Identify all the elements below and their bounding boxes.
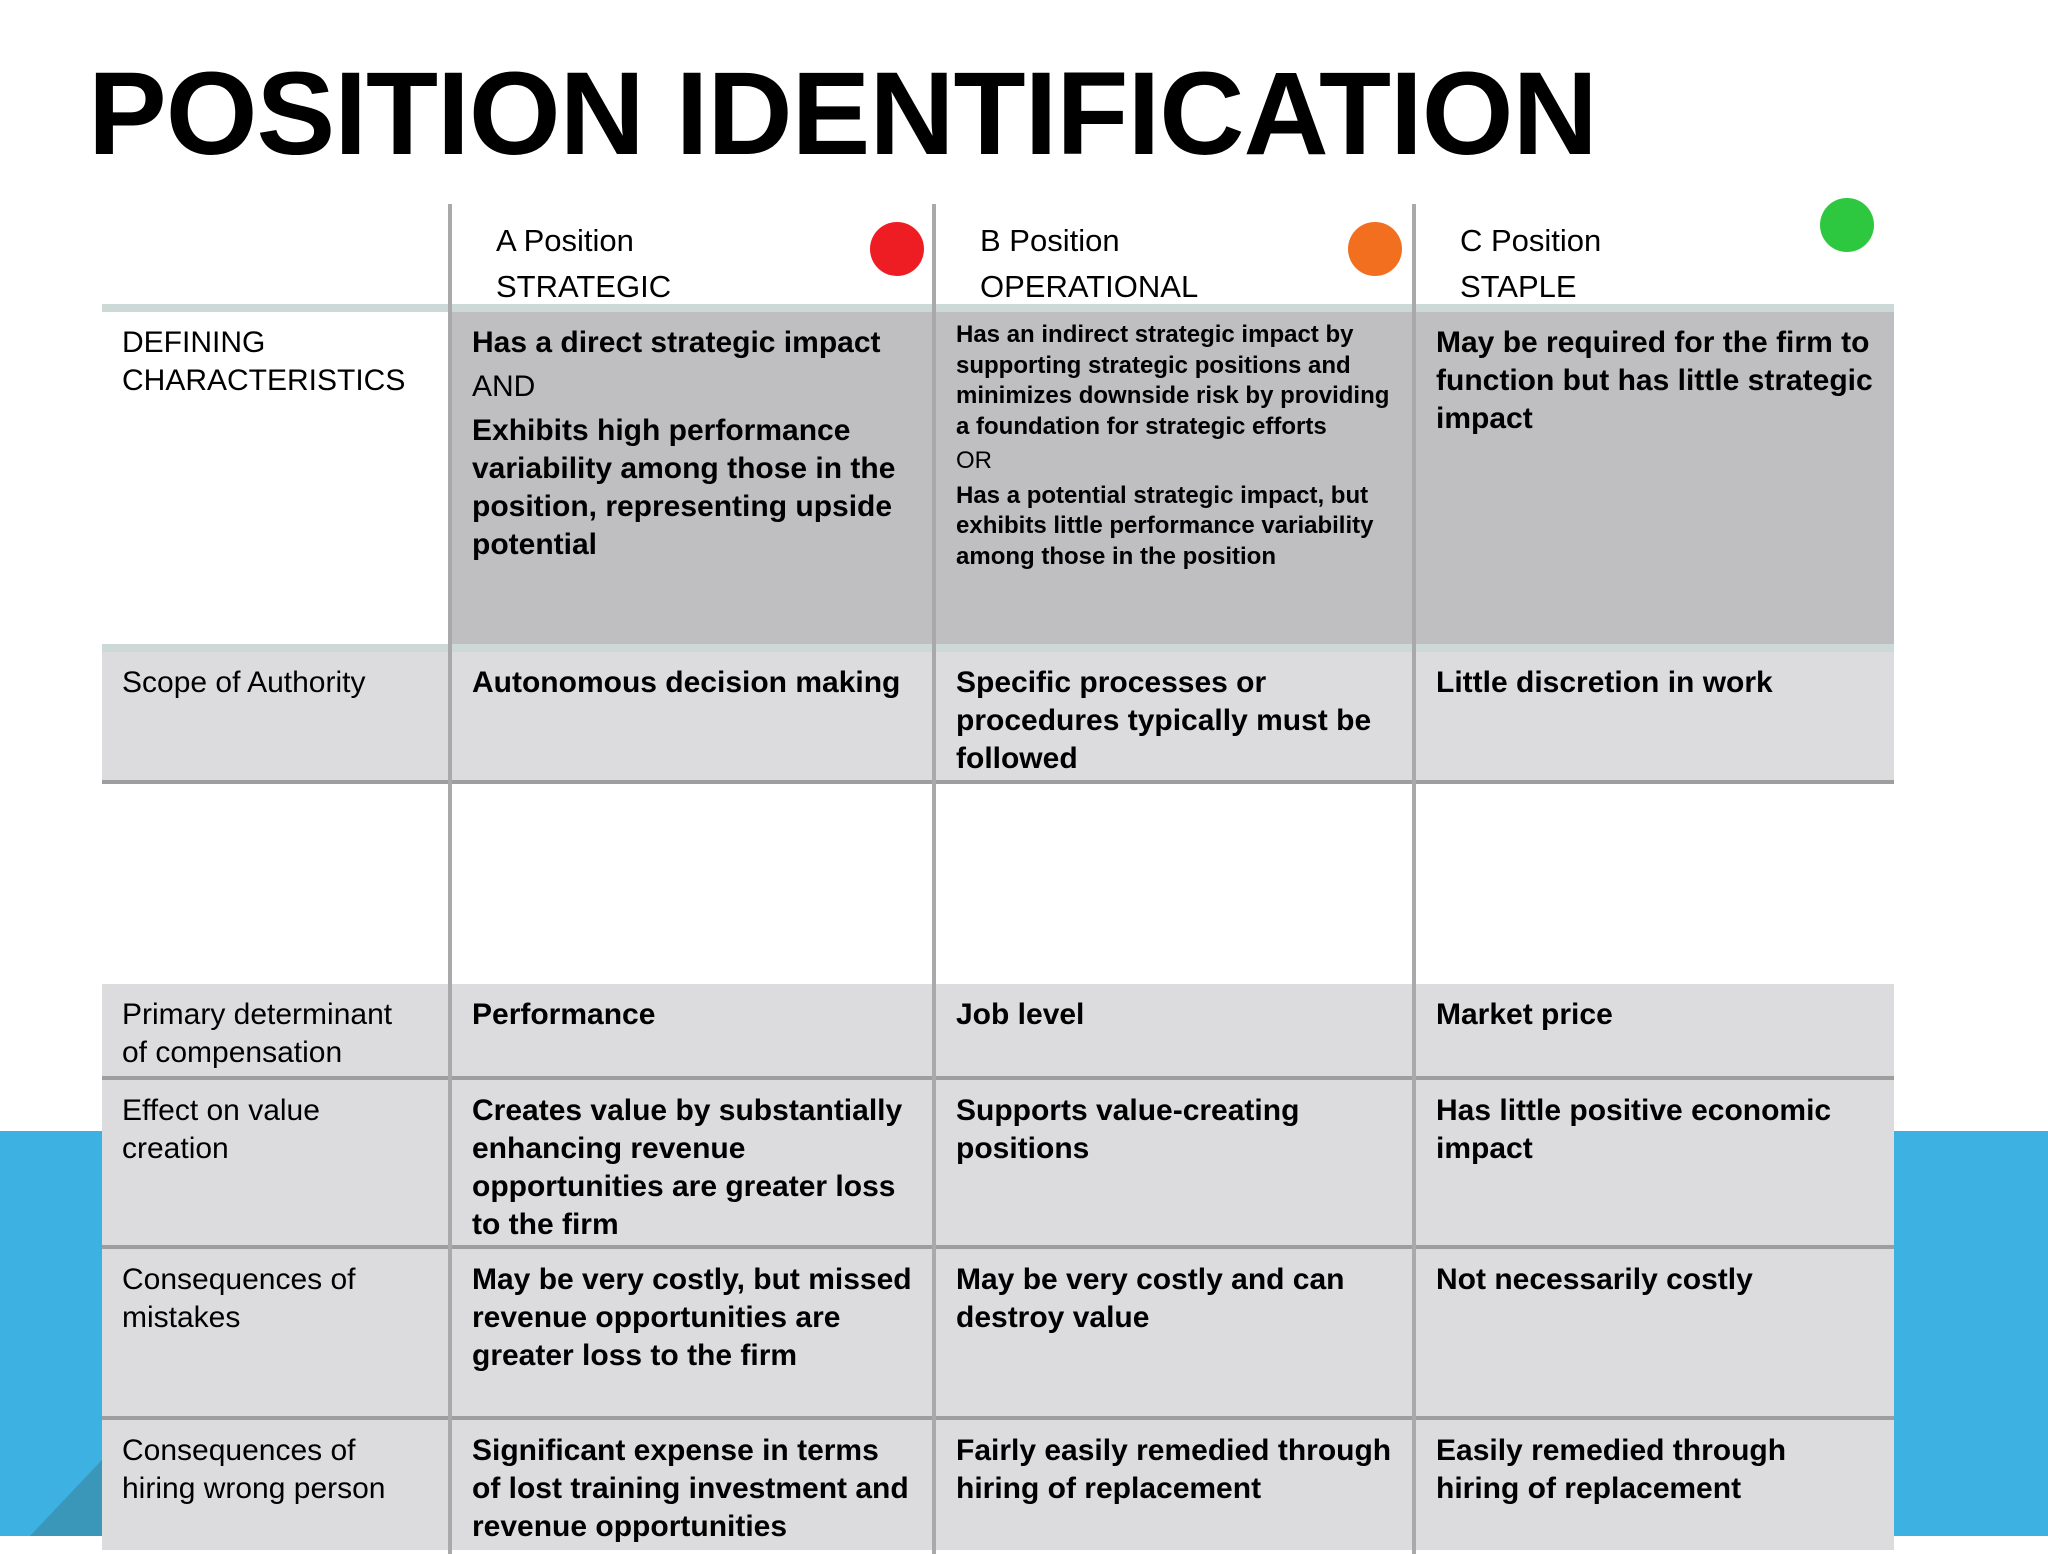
cell-c-value-creation: Has little positive economic impact [1436,1094,1832,1165]
cell-a-hiring-wrong-person: Significant expense in terms of lost training investment and revenue opportunities [472,1434,909,1543]
cell-c-compensation: Market price [1436,998,1613,1031]
header-divider [932,204,936,304]
column-divider [932,304,936,1554]
red-circle-icon [870,222,924,276]
header-a-name: A Position [496,223,634,258]
table-row [102,652,1894,780]
cell-b-compensation: Job level [956,998,1085,1031]
page-title: POSITION IDENTIFICATION [88,48,1597,180]
row-label-compensation: Primary determinant of compensation [122,998,393,1069]
cell-c-mistakes: Not necessarily costly [1436,1263,1753,1296]
header-c-position [1414,204,1894,304]
cell-a-compensation: Performance [472,998,656,1031]
cell-b-hiring-wrong-person: Fairly easily remedied through hiring of replacement [956,1434,1392,1505]
cell-a-value-creation: Creates value by substantially enhancing revenue opportunities are greater loss to the firm [472,1094,903,1241]
header-b-name: B Position [980,223,1120,258]
header-divider [1412,204,1416,304]
cell-c-defining: May be required for the firm to function but has little strategic impact [1416,312,1894,644]
row-label-hiring-wrong-person: Consequences of hiring wrong person [122,1434,386,1505]
header-divider [448,204,452,304]
row-divider [102,644,1894,652]
cell-b-value-creation: Supports value-creating positions [956,1094,1300,1165]
header-a-type: STRATEGIC [496,269,672,304]
table-row [102,1080,1894,1245]
row-label-value-creation: Effect on value creation [122,1094,320,1165]
orange-circle-icon [1348,222,1402,276]
row-label-mistakes: Consequences of mistakes [122,1263,356,1334]
table-row [102,312,1894,644]
header-a-position [450,204,934,304]
table-row [102,1420,1894,1550]
header-b-type: OPERATIONAL [980,269,1199,304]
row-label-scope: Scope of Authority [122,666,366,699]
table-row [102,984,1894,1076]
table-row [102,1249,1894,1416]
column-divider [448,304,452,1554]
green-circle-icon [1820,198,1874,252]
column-divider [1412,304,1416,1554]
row-divider [102,304,1894,312]
cell-a-mistakes: May be very costly, but missed revenue opportunities are greater loss to the firm [472,1263,912,1372]
cell-b-defining: Has an indirect strategic impact by supporting strategic positions and minimizes downside risk by providing a foundation for strategic efforts OR Has a potential strategic impact, but exhibits little performance variability among those in the position [936,312,1412,644]
row-label-defining: DEFINING CHARACTERISTICS [102,312,448,644]
cell-b-scope: Specific processes or procedures typically must be followed [956,666,1372,775]
cell-a-defining: Has a direct strategic impact AND Exhibits high performance variability among those in the position, representing upside potential [452,312,932,644]
row-divider [102,780,1894,784]
cell-c-scope: Little discretion in work [1436,666,1773,699]
header-c-type: STAPLE [1460,269,1577,304]
cell-b-mistakes: May be very costly and can destroy value [956,1263,1345,1334]
cell-c-hiring-wrong-person: Easily remedied through hiring of replacement [1436,1434,1787,1505]
cell-a-scope: Autonomous decision making [472,666,901,699]
header-c-name: C Position [1460,223,1602,258]
header-b-position [934,204,1414,304]
